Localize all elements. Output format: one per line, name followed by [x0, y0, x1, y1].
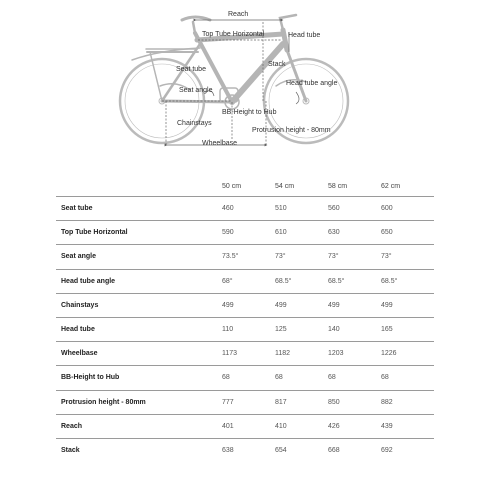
table-cell: 68°: [222, 269, 275, 293]
label-head-tube-angle: Head tube angle: [286, 80, 338, 87]
row-label: Reach: [56, 414, 222, 438]
table-cell: 73°: [328, 245, 381, 269]
table-cell: 777: [222, 390, 275, 414]
label-chainstays: Chainstays: [177, 120, 212, 127]
table-cell: 68: [275, 366, 328, 390]
table-cell: 68: [222, 366, 275, 390]
table-row: [56, 317, 434, 341]
geometry-table: [56, 176, 434, 462]
table-cell: 110: [222, 317, 275, 341]
table-row: [56, 342, 434, 366]
table-row: [56, 269, 434, 293]
row-label: Top Tube Horizontal: [56, 221, 222, 245]
row-label: Head tube: [56, 317, 222, 341]
row-label: Seat angle: [56, 245, 222, 269]
column-header: 62 cm: [381, 182, 401, 190]
table-cell: 73°: [275, 245, 328, 269]
row-label: Stack: [56, 438, 222, 462]
label-reach: Reach: [228, 11, 249, 18]
label-seat-angle: Seat angle: [179, 87, 213, 94]
table-cell: 1173: [222, 342, 275, 366]
table-cell: 140: [328, 317, 381, 341]
table-cell: 165: [381, 317, 434, 341]
column-header: 50 cm: [222, 182, 242, 190]
table-header-blank: [56, 176, 222, 197]
table-cell: 590: [222, 221, 275, 245]
table-cell: 73.5°: [222, 245, 275, 269]
table-header-row: [56, 176, 434, 197]
table-row: [56, 438, 434, 462]
table-cell: 410: [275, 414, 328, 438]
table-cell: 638: [222, 438, 275, 462]
table-row: [56, 390, 434, 414]
table-cell: 560: [328, 197, 381, 221]
label-bb-height-to-hub: BB-Height to Hub: [222, 109, 277, 116]
table-cell: 125: [275, 317, 328, 341]
table-cell: 650: [381, 221, 434, 245]
table-cell: 68.5°: [381, 269, 434, 293]
label-seat-tube: Seat tube: [176, 66, 206, 73]
table-cell: 510: [275, 197, 328, 221]
table-row: [56, 293, 434, 317]
row-label: Seat tube: [56, 197, 222, 221]
table-row: [56, 414, 434, 438]
row-label: BB-Height to Hub: [56, 366, 222, 390]
column-header: 54 cm: [275, 182, 295, 190]
table-row: [56, 221, 434, 245]
table-cell: 68: [381, 366, 434, 390]
table-cell: 1203: [328, 342, 381, 366]
table-row: [56, 245, 434, 269]
table-cell: 68.5°: [275, 269, 328, 293]
table-cell: 630: [328, 221, 381, 245]
table-cell: 68: [328, 366, 381, 390]
label-protrusion-height: Protrusion height - 80mm: [252, 127, 331, 134]
table-cell: 668: [328, 438, 381, 462]
label-wheelbase: Wheelbase: [202, 140, 238, 147]
table-cell: 692: [381, 438, 434, 462]
table-cell: 426: [328, 414, 381, 438]
table-cell: 610: [275, 221, 328, 245]
table-cell: 73°: [381, 245, 434, 269]
table-row: [56, 197, 434, 221]
row-label: Head tube angle: [56, 269, 222, 293]
table-cell: 499: [328, 293, 381, 317]
table-cell: 499: [381, 293, 434, 317]
table-cell: 499: [222, 293, 275, 317]
table-cell: 439: [381, 414, 434, 438]
table-cell: 850: [328, 390, 381, 414]
table-row: [56, 366, 434, 390]
table-cell: 882: [381, 390, 434, 414]
label-head-tube: Head tube: [288, 32, 321, 39]
table-cell: 499: [275, 293, 328, 317]
table-cell: 600: [381, 197, 434, 221]
bike-geometry-diagram: [0, 0, 500, 170]
row-label: Chainstays: [56, 293, 222, 317]
table-cell: 401: [222, 414, 275, 438]
label-top-tube-horizontal: Top Tube Horizontal: [202, 31, 265, 38]
table-cell: 68.5°: [328, 269, 381, 293]
row-label: Wheelbase: [56, 342, 222, 366]
table-cell: 460: [222, 197, 275, 221]
column-header: 58 cm: [328, 182, 348, 190]
table-cell: 1182: [275, 342, 328, 366]
label-stack: Stack: [268, 61, 286, 68]
table-cell: 1226: [381, 342, 434, 366]
table-cell: 817: [275, 390, 328, 414]
row-label: Protrusion height - 80mm: [56, 390, 222, 414]
table-cell: 654: [275, 438, 328, 462]
